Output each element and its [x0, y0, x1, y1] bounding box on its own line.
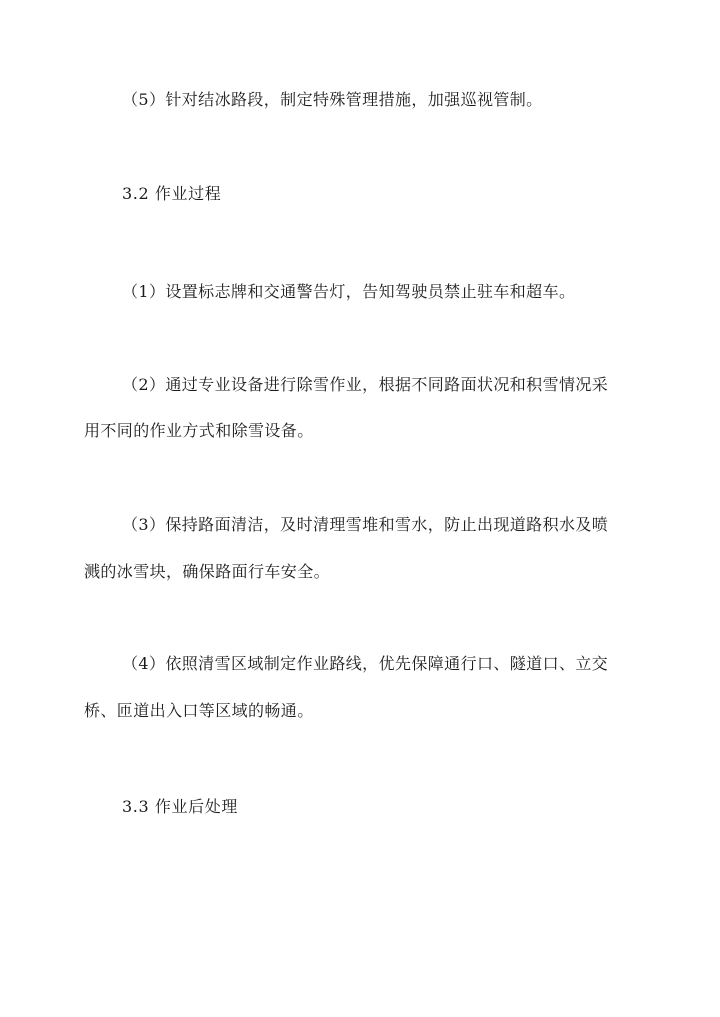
paragraph-step-4-line-2: 桥、匝道出入口等区域的畅通。: [84, 701, 314, 720]
paragraph-step-3-line-2: 溅的冰雪块，确保路面行车安全。: [84, 562, 331, 581]
section-heading-3-3: 3.3 作业后处理: [122, 797, 238, 816]
paragraph-item-5: （5）针对结冰路段，制定特殊管理措施，加强巡视管制。: [122, 90, 543, 109]
paragraph-step-4-line-1: （4）依照清雪区域制定作业路线，优先保障通行口、隧道口、立交: [122, 654, 609, 673]
paragraph-step-2-line-2: 用不同的作业方式和除雪设备。: [84, 421, 314, 440]
paragraph-step-1: （1）设置标志牌和交通警告灯，告知驾驶员禁止驻车和超车。: [122, 282, 576, 301]
paragraph-step-3-line-1: （3）保持路面清洁，及时清理雪堆和雪水，防止出现道路积水及喷: [122, 515, 609, 534]
section-heading-3-2: 3.2 作业过程: [122, 184, 222, 203]
paragraph-step-2-line-1: （2）通过专业设备进行除雪作业，根据不同路面状况和积雪情况采: [122, 375, 609, 394]
